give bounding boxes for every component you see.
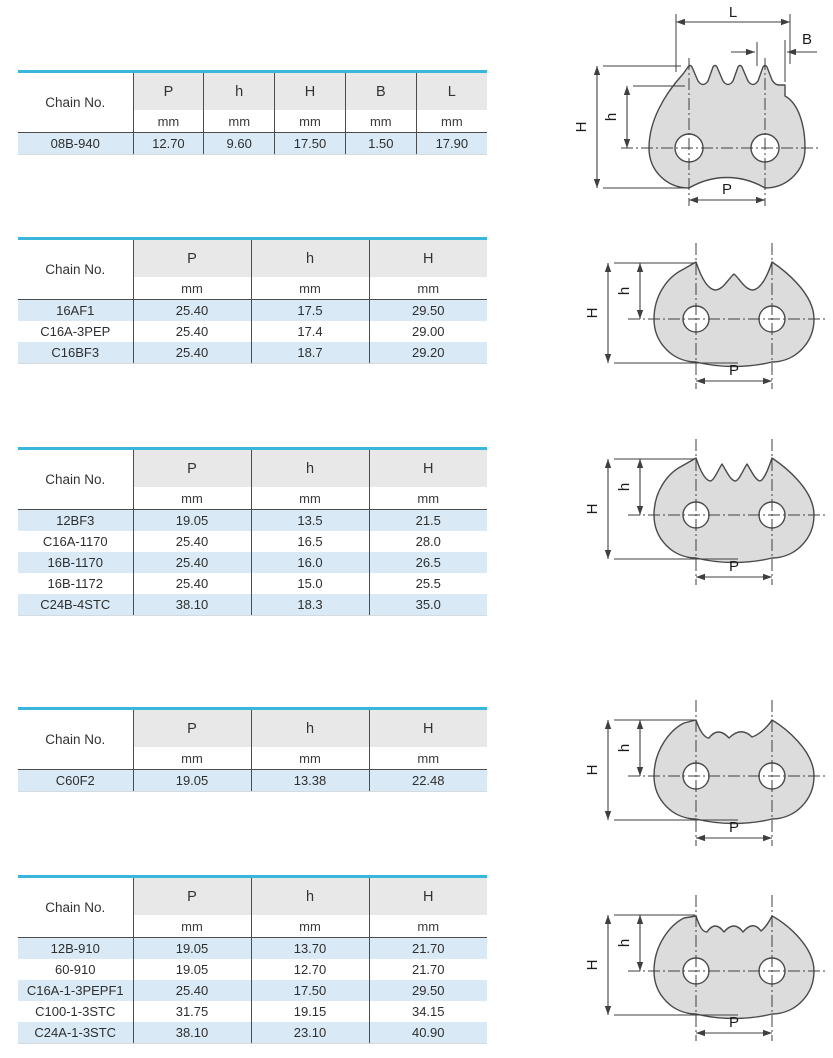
unit-label: mm	[133, 487, 251, 510]
value-cell: 34.15	[369, 1001, 487, 1022]
value-cell: 25.40	[133, 300, 251, 322]
plate-outline	[654, 916, 814, 1019]
table-row	[18, 1001, 487, 1022]
chain-plate-diagram-two-peaks	[578, 217, 833, 395]
column-header-P: P	[133, 239, 251, 278]
value-cell: 18.7	[251, 342, 369, 364]
value-cell: 12.70	[251, 959, 369, 980]
dimension-label-P: P	[721, 181, 733, 198]
value-cell: 17.50	[275, 133, 346, 155]
column-header-H: H	[275, 72, 346, 111]
value-cell: 19.15	[251, 1001, 369, 1022]
dimension-label-L: L	[728, 4, 738, 21]
dimension-label-P: P	[728, 558, 740, 575]
column-header-chain-no: Chain No.	[18, 239, 133, 300]
chain-no-cell: 16B-1172	[47, 576, 103, 591]
value-cell: 22.48	[369, 770, 487, 792]
column-header-h: h	[251, 877, 369, 916]
table-row	[18, 594, 487, 616]
column-header-chain-no: Chain No.	[18, 709, 133, 770]
value-cell: 19.05	[133, 938, 251, 960]
column-header-h: h	[251, 709, 369, 748]
unit-label: mm	[204, 110, 275, 133]
value-cell: 19.05	[133, 959, 251, 980]
unit-label: mm	[251, 277, 369, 300]
chain-plate-diagram-four-peaks	[578, 413, 833, 591]
dimension-label-h: h	[616, 286, 633, 296]
table-row	[18, 980, 487, 1001]
chain-plate-diagram-two-waves	[578, 674, 833, 852]
table-row	[18, 133, 487, 155]
dimension-label-H: H	[584, 307, 601, 319]
column-header-h: h	[251, 449, 369, 488]
table-row	[18, 321, 487, 342]
value-cell: 25.40	[133, 321, 251, 342]
chain-no-cell: C60F2	[18, 770, 133, 792]
value-cell: 19.05	[133, 770, 251, 792]
column-header-chain-no: Chain No.	[18, 449, 133, 510]
value-cell: 28.0	[369, 531, 487, 552]
table-row	[18, 1022, 487, 1044]
dimension-label-H: H	[584, 503, 601, 515]
value-cell: 29.20	[369, 342, 487, 364]
plate-outline	[654, 458, 814, 563]
value-cell: 25.40	[133, 980, 251, 1001]
value-cell: 25.40	[133, 342, 251, 364]
unit-label: mm	[133, 915, 251, 938]
chain-plate-diagram-sawtooth	[569, 0, 825, 212]
spec-table-2	[18, 237, 487, 364]
value-cell: 13.5	[251, 510, 369, 532]
table-row	[18, 573, 487, 594]
value-cell: 40.90	[369, 1022, 487, 1044]
value-cell: 17.4	[251, 321, 369, 342]
spec-table-3	[18, 447, 487, 616]
value-cell: 19.05	[133, 510, 251, 532]
value-cell: 29.00	[369, 321, 487, 342]
plate-outline	[649, 66, 805, 189]
unit-label: mm	[416, 110, 487, 133]
unit-label: mm	[369, 487, 487, 510]
table-row	[18, 342, 487, 364]
value-cell: 21.70	[369, 959, 487, 980]
dimension-label-P: P	[728, 362, 740, 379]
chain-no-cell: C16BF3	[18, 342, 133, 364]
spec-table-1	[18, 70, 487, 155]
unit-label: mm	[133, 277, 251, 300]
dimension-label-H: H	[584, 764, 601, 776]
value-cell: 16.0	[251, 552, 369, 573]
value-cell: 29.50	[369, 300, 487, 322]
value-cell: 9.60	[204, 133, 275, 155]
dimension-label-P: P	[728, 819, 740, 836]
unit-label: mm	[251, 487, 369, 510]
value-cell: 38.10	[133, 1022, 251, 1044]
column-header-H: H	[369, 449, 487, 488]
chain-no-cell: C16A-1170	[42, 534, 108, 549]
column-header-B: B	[345, 72, 416, 111]
column-header-chain-no: Chain No.	[18, 72, 133, 133]
unit-label: mm	[369, 277, 487, 300]
chain-no-cell: 12B-910	[50, 941, 100, 956]
value-cell: 25.40	[133, 573, 251, 594]
value-cell: 1.50	[345, 133, 416, 155]
value-cell: 13.38	[251, 770, 369, 792]
value-cell: 23.10	[251, 1022, 369, 1044]
column-header-P: P	[133, 709, 251, 748]
table-row	[18, 938, 487, 960]
plate-outline	[654, 720, 814, 824]
unit-label: mm	[369, 915, 487, 938]
dimension-label-h: h	[616, 482, 633, 492]
value-cell: 21.5	[369, 510, 487, 532]
chain-no-cell: C16A-3PEP	[40, 324, 111, 339]
column-header-H: H	[369, 709, 487, 748]
value-cell: 25.40	[133, 531, 251, 552]
column-header-H: H	[369, 877, 487, 916]
spec-table-4	[18, 707, 487, 792]
unit-label: mm	[275, 110, 346, 133]
column-header-P: P	[133, 449, 251, 488]
column-header-h: h	[251, 239, 369, 278]
chain-no-cell: C16A-1-3PEPF1	[26, 983, 124, 998]
dimension-label-h: h	[603, 112, 620, 122]
column-header-H: H	[369, 239, 487, 278]
table-row	[18, 552, 487, 573]
value-cell: 35.0	[369, 594, 487, 616]
dimension-label-h: h	[616, 743, 633, 753]
dimension-label-B: B	[801, 31, 813, 48]
value-cell: 21.70	[369, 938, 487, 960]
value-cell: 25.5	[369, 573, 487, 594]
chain-plate-diagram-three-humps	[578, 869, 833, 1047]
dimension-label-H: H	[584, 959, 601, 971]
dimension-label-h: h	[616, 938, 633, 948]
value-cell: 16.5	[251, 531, 369, 552]
chain-no-cell: 16B-1170	[47, 555, 103, 570]
unit-label: mm	[345, 110, 416, 133]
spec-table-5	[18, 875, 487, 1044]
value-cell: 12.70	[133, 133, 204, 155]
column-header-P: P	[133, 72, 204, 111]
value-cell: 15.0	[251, 573, 369, 594]
value-cell: 18.3	[251, 594, 369, 616]
chain-no-cell: 12BF3	[56, 513, 95, 528]
unit-label: mm	[369, 747, 487, 770]
column-header-chain-no: Chain No.	[18, 877, 133, 938]
dimension-label-P: P	[728, 1014, 740, 1031]
value-cell: 13.70	[251, 938, 369, 960]
value-cell: 17.5	[251, 300, 369, 322]
column-header-L: L	[416, 72, 487, 111]
table-row	[18, 959, 487, 980]
value-cell: 26.5	[369, 552, 487, 573]
value-cell: 31.75	[133, 1001, 251, 1022]
table-row	[18, 531, 487, 552]
dimension-label-H: H	[573, 121, 590, 133]
column-header-P: P	[133, 877, 251, 916]
unit-label: mm	[251, 747, 369, 770]
table-row	[18, 300, 487, 322]
value-cell: 38.10	[133, 594, 251, 616]
unit-label: mm	[251, 915, 369, 938]
chain-no-cell: C24A-1-3STC	[18, 1022, 133, 1044]
plate-outline	[654, 262, 814, 367]
chain-no-cell: 16AF1	[56, 303, 95, 318]
table-row	[18, 510, 487, 532]
value-cell: 17.50	[251, 980, 369, 1001]
table-row	[18, 770, 487, 792]
chain-no-cell: 08B-940	[18, 133, 133, 155]
unit-label: mm	[133, 747, 251, 770]
chain-no-cell: C24B-4STC	[18, 594, 133, 616]
value-cell: 17.90	[416, 133, 487, 155]
value-cell: 29.50	[369, 980, 487, 1001]
column-header-h: h	[204, 72, 275, 111]
unit-label: mm	[133, 110, 204, 133]
chain-no-cell: C100-1-3STC	[35, 1004, 116, 1019]
chain-no-cell: 60-910	[55, 962, 96, 977]
value-cell: 25.40	[133, 552, 251, 573]
